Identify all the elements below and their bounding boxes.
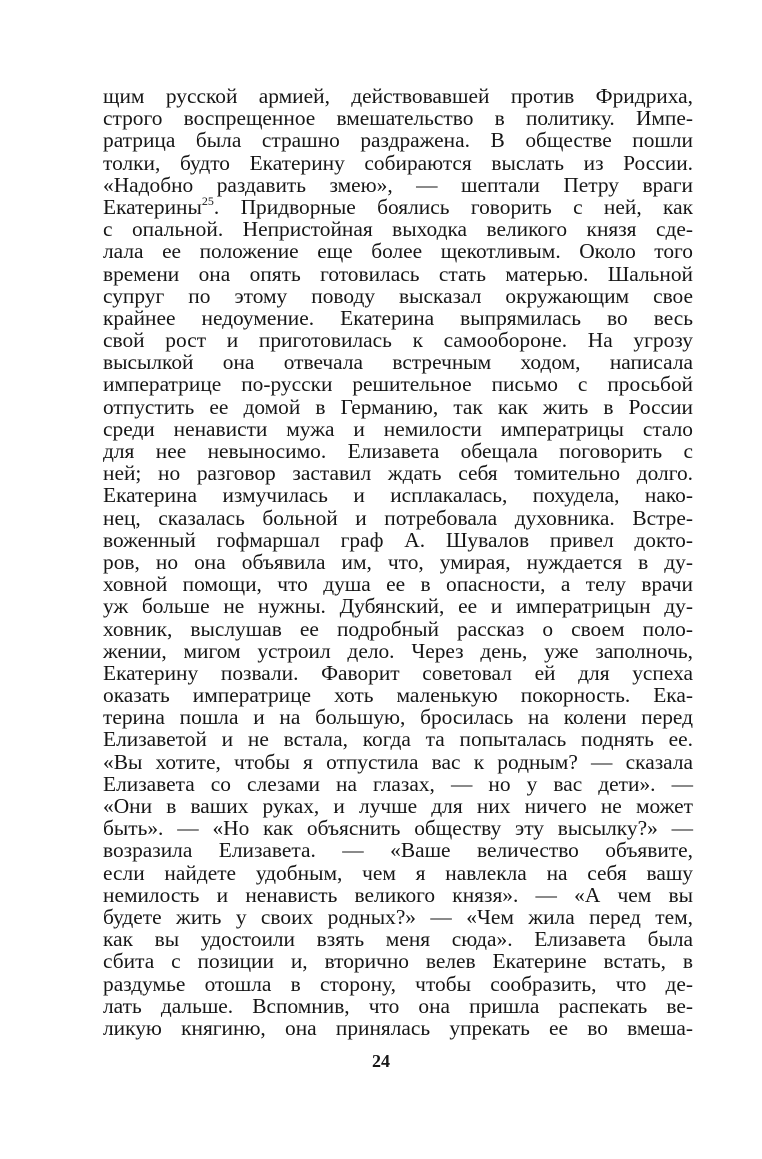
text-line: жении, мигом устроил дело. Через день, уже заполночь, [103,638,693,663]
text-line: сбита с позиции и, вторично велев Екатерине встать, в [103,949,693,974]
text-line: «Вы хотите, чтобы я отпустила вас к родным? — сказала [103,749,693,774]
text-line: среди ненависти мужа и немилости императрицы стало [103,416,693,441]
text-line: уж больше не нужны. Дубянский, ее и императрицын ду- [103,594,693,619]
text-line: свой рост и приготовилась к самообороне. На угрозу [103,328,693,353]
text-line: времени она опять готовилась стать матерью. Шальной [103,261,693,286]
text-line: ров, но она объявила им, что, умирая, нуждается в ду- [103,549,693,574]
text-line: строго воспрещенное вмешательство в политику. Импе- [103,106,693,131]
text-line: высылкой она отвечала встречным ходом, написала [103,350,693,375]
text-line: возразила Елизавета. — «Ваше величество объявите, [103,838,693,863]
text-fragment: . Придворные боялись говорить с ней, как [213,194,693,219]
text-line: Елизавета со слезами на глазах, — но у вас дети». — [103,771,693,796]
text-line: ратрица была страшно раздражена. В обществе пошли [103,128,693,153]
text-line: Екатерина измучилась и исплакалась, похудела, нако- [103,483,693,508]
text-line: ней; но разговор заставил ждать себя томительно долго. [103,461,693,486]
text-line: отпустить ее домой в Германию, так как жить в России [103,394,693,419]
text-line: Елизаветой и не встала, когда та попыталась поднять ее. [103,727,693,752]
text-line: для нее невыносимо. Елизавета обещала поговорить с [103,439,693,463]
text-line: Екатерину позвали. Фаворит советовал ей для успеха [103,660,693,685]
footnote-reference: 25 [201,193,214,208]
body-text [103,85,693,1039]
text-line: быть». — «Но как объяснить обществу эту высылку?» — [103,816,693,841]
text-line: будете жить у своих родных?» — «Чем жила перед тем, [103,904,693,929]
text-line: императрице по-русски решительное письмо с просьбой [103,372,693,397]
text-line: щим русской армией, действовавшей против Фридриха, [103,84,693,108]
text-line: немилость и ненависть великого князя». — «А чем вы [103,882,693,907]
text-line: ховник, выслушав ее подробный рассказ о своем поло- [103,616,693,641]
text-line: терина пошла и на большую, бросилась на колени перед [103,705,693,730]
text-line: «Они в ваших руках, и лучше для них ничего не может [103,794,693,818]
page-number: 24 [372,1051,390,1071]
text-line: раздумье отошла в сторону, чтобы сообразить, что де- [103,971,693,996]
text-line: с опальной. Непристойная выходка великого князя сде- [103,217,693,242]
text-line: супруг по этому поводу высказал окружающим свое [103,283,693,308]
text-line: нец, сказалась больной и потребовала духовника. Встре- [103,505,693,530]
text-line: ликую княгиню, она принялась упрекать ее во вмеша- [103,1015,693,1040]
text-line: крайнее недоумение. Екатерина выпрямилась во весь [103,305,693,330]
text-line: лать дальше. Вспомнив, что она пришла распекать ве- [103,993,693,1018]
text-line: ховной помощи, что душа ее в опасности, а телу врачи [103,572,693,597]
text-line-with-footnote [103,193,693,219]
text-line: если найдете удобным, чем я навлекла на себя вашу [103,860,693,885]
text-line: «Надобно раздавить змею», — шептали Петру враги [103,172,693,197]
text-line: толки, будто Екатерину собираются выслать из России. [103,150,693,175]
text-fragment: Екатерины [103,194,202,219]
text-line: воженный гофмаршал граф А. Шувалов привел докто- [103,527,693,552]
text-line: оказать императрице хоть маленькую покорность. Ека- [103,683,693,708]
text-line: лала ее положение еще более щекотливым. Около того [103,239,693,264]
text-line: как вы удостоили взять меня сюда». Елизавета была [103,927,693,952]
